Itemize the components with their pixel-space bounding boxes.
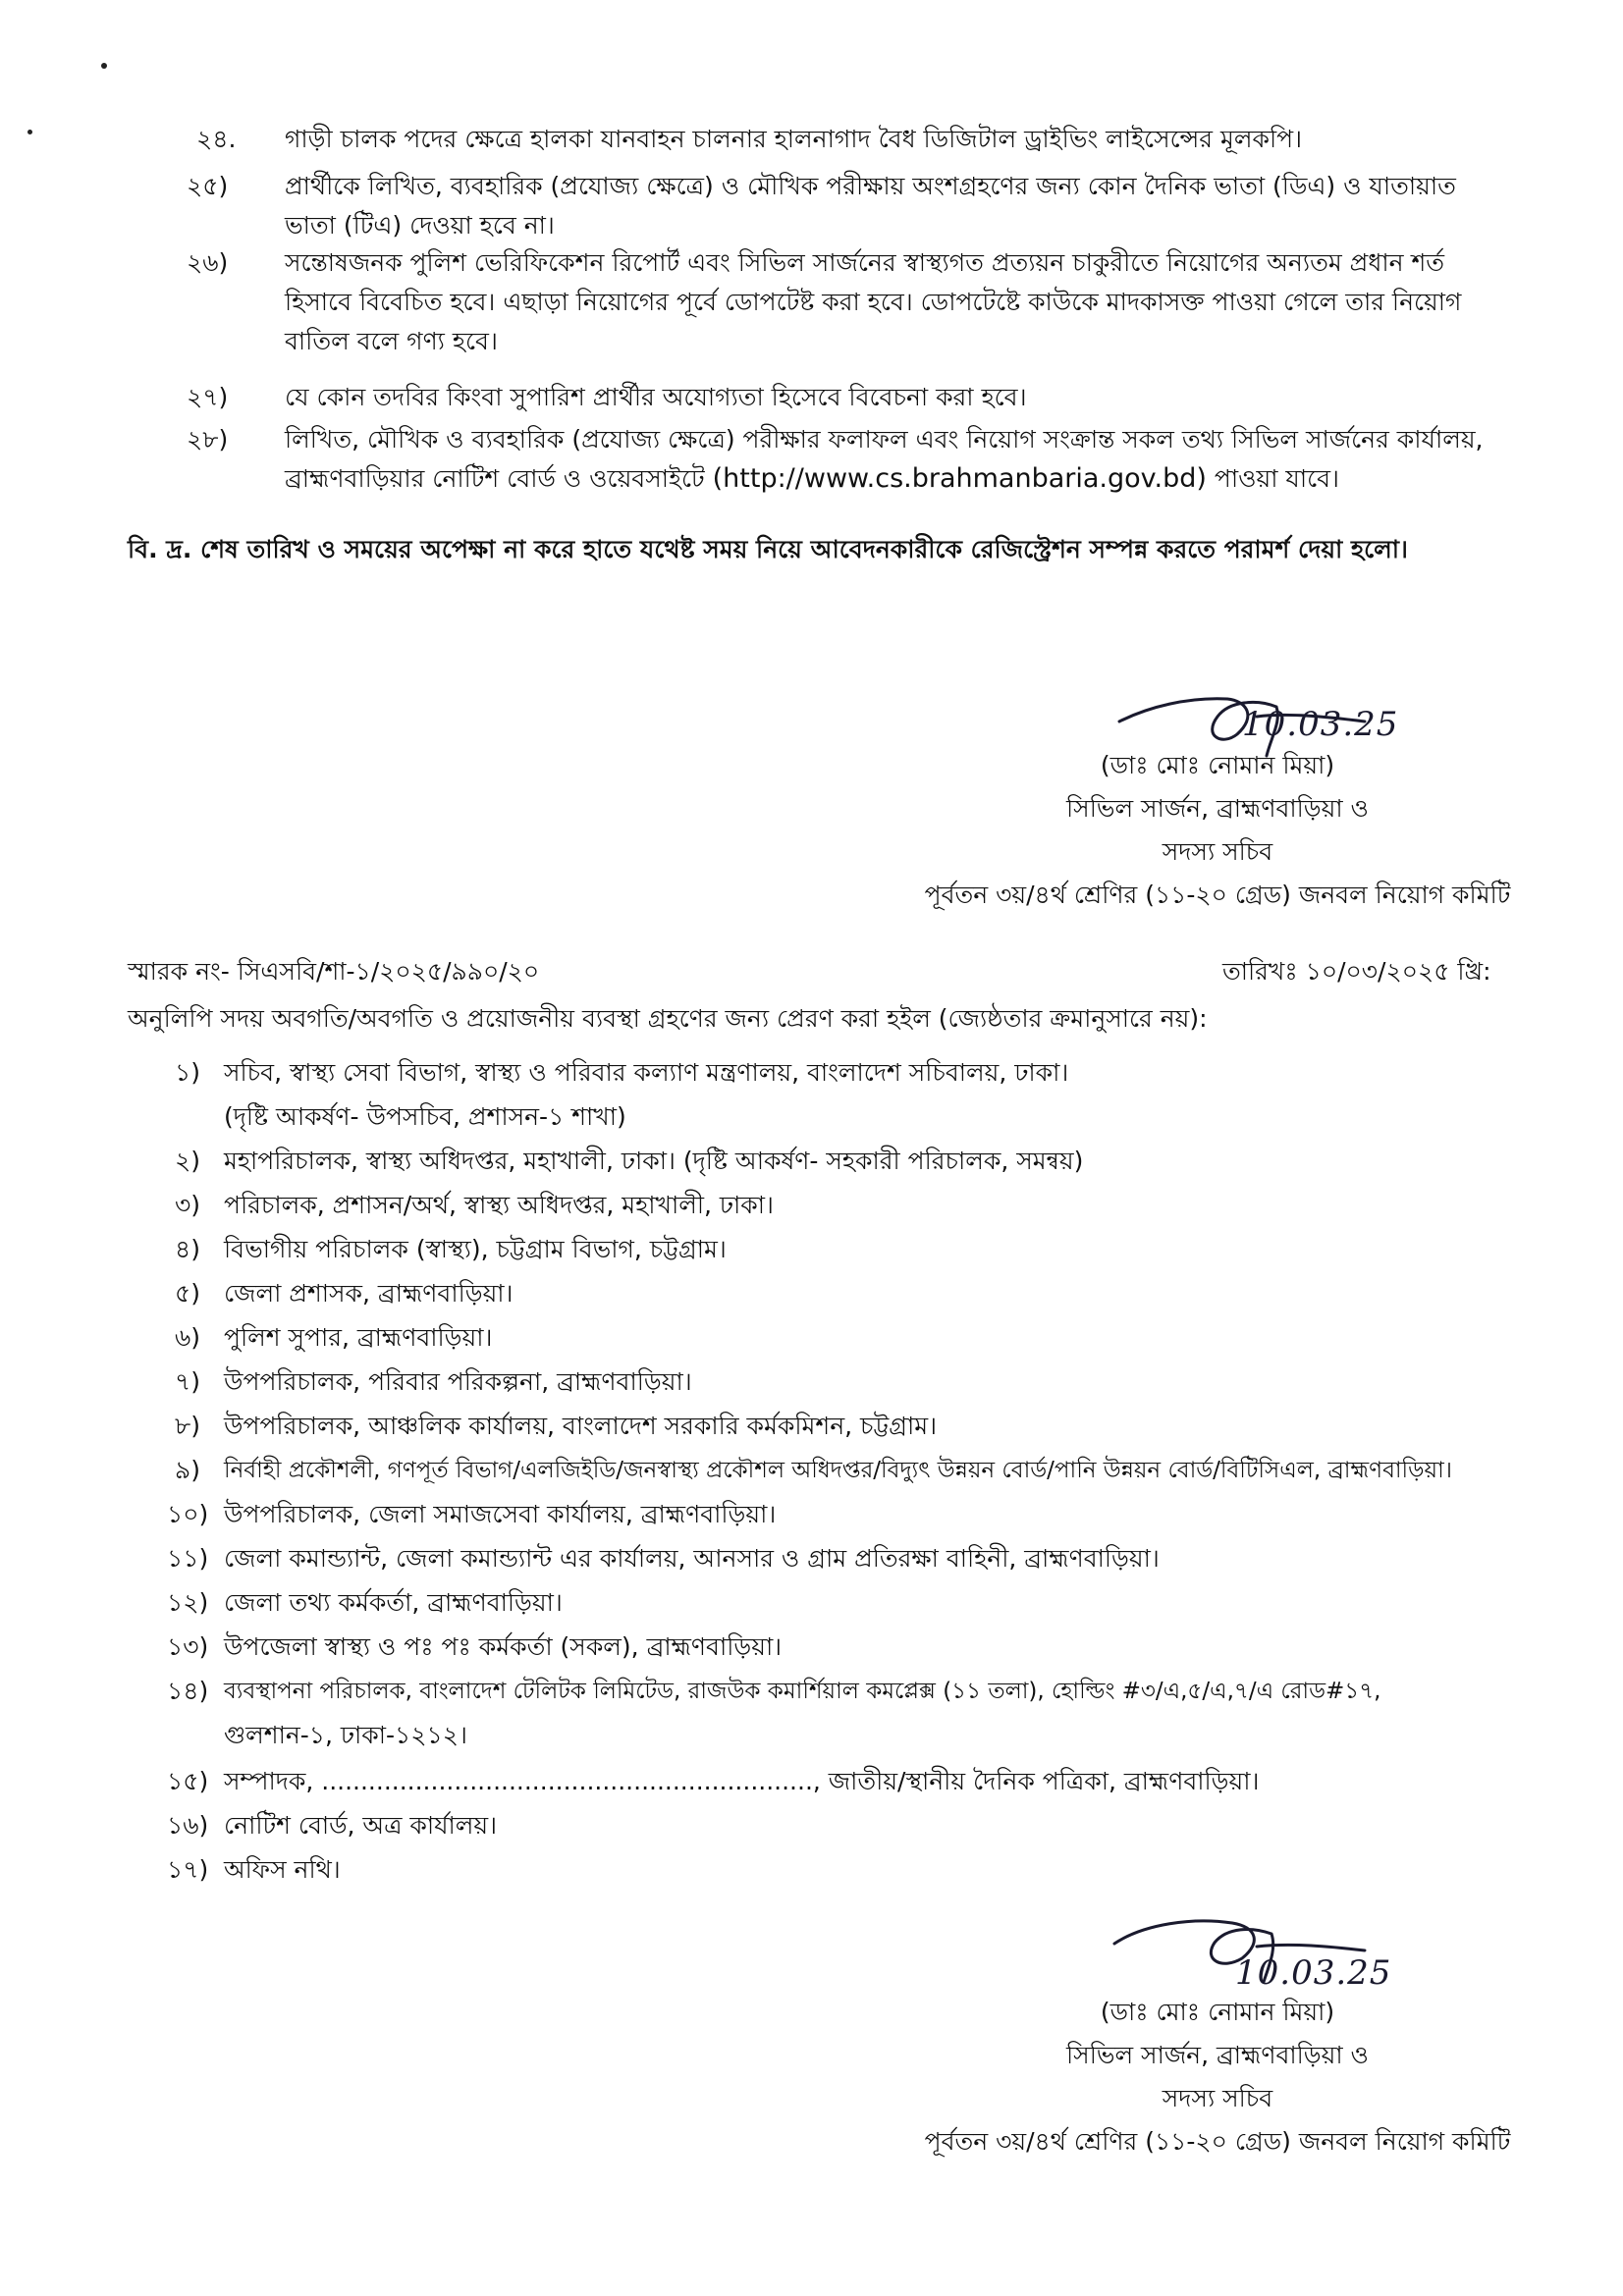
signature-block xyxy=(903,1991,1532,2163)
list-item: পুলিশ সুপার, ব্রাহ্মণবাড়িয়া। xyxy=(224,1323,493,1352)
list-item-number: ৯) xyxy=(175,1456,200,1484)
scan-dot xyxy=(101,63,107,69)
signature-date: 10.03.25 xyxy=(1242,705,1399,744)
list-item: নোটিশ বোর্ড, অত্র কার্যালয়। xyxy=(224,1811,498,1840)
list-item: ব্যবস্থাপনা পরিচালক, বাংলাদেশ টেলিটক লিমিটেড, রাজউক কমার্শিয়াল কমপ্লেক্স (১১ তলা), হোল্ডিং #৩/এ,৫/এ,৭/এ রোড#১৭, xyxy=(224,1679,1381,1704)
committee-name: পূর্বতন ৩য়/৪র্থ শ্রেণির (১১-২০ গ্রেড) জনবল নিয়োগ কমিটি xyxy=(924,881,1511,909)
list-item-continued: গুলশান-১, ঢাকা-১২১২। xyxy=(224,1721,467,1749)
list-item-number: ৭) xyxy=(175,1367,201,1396)
scan-dot xyxy=(27,130,32,134)
list-item-number: ৬) xyxy=(175,1323,201,1352)
signatory-role: সদস্য সচিব xyxy=(1162,837,1273,866)
term-text: গাড়ী চালক পদের ক্ষেত্রে হালকা যানবাহন চালনার হালনাগাদ বৈধ ডিজিটাল ড্রাইভিং লাইসেন্সের মূলকপি। xyxy=(285,125,1303,153)
list-item: জেলা প্রশাসক, ব্রাহ্মণবাড়িয়া। xyxy=(224,1279,514,1308)
list-item-number: ১৫) xyxy=(167,1767,209,1795)
term-text: যে কোন তদবির কিংবা সুপারিশ প্রার্থীর অযোগ্যতা হিসেবে বিবেচনা করা হবে। xyxy=(285,383,1027,411)
list-item-number: ৫) xyxy=(175,1279,200,1308)
list-item-number: ১০) xyxy=(167,1500,209,1528)
list-item: জেলা তথ্য কর্মকর্তা, ব্রাহ্মণবাড়িয়া। xyxy=(224,1588,563,1617)
list-item: জেলা কমান্ড্যান্ট, জেলা কমান্ড্যান্ট এর কার্যালয়, আনসার ও গ্রাম প্রতিরক্ষা বাহিনী, ব্রাহ্মণবাড়িয়া। xyxy=(224,1544,1160,1573)
list-item: বিভাগীয় পরিচালক (স্বাস্থ্য), চট্টগ্রাম বিভাগ, চট্টগ্রাম। xyxy=(224,1235,727,1263)
memo-reference: স্মারক নং- সিএসবি/শা-১/২০২৫/৯৯০/২০ xyxy=(128,957,540,986)
list-item-number: ১২) xyxy=(167,1588,209,1617)
list-item-number: ১১) xyxy=(167,1544,209,1573)
website-url: (http://www.cs.brahmanbaria.gov.bd) xyxy=(712,463,1207,494)
term-number: ২৭) xyxy=(187,383,229,411)
signatory-role: সদস্য সচিব xyxy=(1162,2084,1273,2112)
term-number: ২৮) xyxy=(187,425,229,454)
signatory-designation: সিভিল সার্জন, ব্রাহ্মণবাড়িয়া ও xyxy=(1066,794,1369,823)
list-item: অফিস নথি। xyxy=(224,1855,341,1884)
list-item-number: ১৩) xyxy=(167,1632,209,1661)
list-item: নির্বাহী প্রকৌশলী, গণপূর্ত বিভাগ/এলজিইডি/জনস্বাস্থ্য প্রকৌশল অধিদপ্তর/বিদ্যুৎ উন্নয়ন বোর্ড/পানি উন্নয়ন বোর্ড/বিটিসিএল, ব্রাহ্মণবাড়িয়া। xyxy=(224,1458,1452,1483)
term-number: ২৫) xyxy=(187,172,229,200)
list-item: সচিব, স্বাস্থ্য সেবা বিভাগ, স্বাস্থ্য ও পরিবার কল্যাণ মন্ত্রণালয়, বাংলাদেশ সচিবালয়, ঢাকা। xyxy=(224,1058,1069,1087)
list-item: মহাপরিচালক, স্বাস্থ্য অধিদপ্তর, মহাখালী, ঢাকা। (দৃষ্টি আকর্ষণ- সহকারী পরিচালক, সমন্বয়) xyxy=(224,1147,1084,1175)
list-item: উপজেলা স্বাস্থ্য ও পঃ পঃ কর্মকর্তা (সকল), ব্রাহ্মণবাড়িয়া। xyxy=(224,1632,783,1661)
list-item: উপপরিচালক, জেলা সমাজসেবা কার্যালয়, ব্রাহ্মণবাড়িয়া। xyxy=(224,1500,777,1528)
signatory-name: (ডাঃ মোঃ নোমান মিয়া) xyxy=(1100,751,1335,779)
list-item-number: ২) xyxy=(175,1147,201,1175)
list-item: পরিচালক, প্রশাসন/অর্থ, স্বাস্থ্য অধিদপ্তর, মহাখালী, ঢাকা। xyxy=(224,1191,774,1219)
list-item-continued: (দৃষ্টি আকর্ষণ- উপসচিব, প্রশাসন-১ শাখা) xyxy=(224,1102,626,1131)
term-text: প্রার্থীকে লিখিত, ব্যবহারিক (প্রযোজ্য ক্ষেত্রে) ও মৌখিক পরীক্ষায় অংশগ্রহণের জন্য কোন দৈনিক ভাতা (ডিএ) ও যাতায়াত ভাতা (টিএ) দেওয়া হবে না। xyxy=(285,172,1456,240)
list-item: উপপরিচালক, পরিবার পরিকল্পনা, ব্রাহ্মণবাড়িয়া। xyxy=(224,1367,692,1396)
signatory-designation: সিভিল সার্জন, ব্রাহ্মণবাড়িয়া ও xyxy=(1066,2041,1369,2069)
list-item-number: ৮) xyxy=(175,1412,200,1440)
list-item-number: ১) xyxy=(175,1058,200,1087)
term-number: ২৪. xyxy=(196,125,237,153)
committee-name: পূর্বতন ৩য়/৪র্থ শ্রেণির (১১-২০ গ্রেড) জনবল নিয়োগ কমিটি xyxy=(924,2127,1511,2156)
list-item-number: ৪) xyxy=(175,1235,200,1263)
list-item-number: ১৭) xyxy=(167,1855,209,1884)
signatory-name: (ডাঃ মোঃ নোমান মিয়া) xyxy=(1100,1998,1335,2026)
list-item: সম্পাদক, ..............................................................., জাতীয়/স্থানীয় দৈনিক পত্রিকা, ব্রাহ্মণবাড়িয়া। xyxy=(224,1767,1260,1795)
term-text-part: লিখিত, মৌখিক ও ব্যবহারিক (প্রযোজ্য ক্ষেত্রে) পরীক্ষার ফলাফল এবং নিয়োগ সংক্রান্ত সকল তথ্য সিভিল সার্জনের কার্যালয়, ব্রাহ্মণবাড়িয়ার নোটিশ বোর্ড ও ওয়েবসাইটে xyxy=(285,425,1484,493)
memo-date: তারিখঃ ১০/০৩/২০২৫ খ্রি: xyxy=(1222,957,1491,986)
list-item-number: ৩) xyxy=(175,1191,201,1219)
term-text xyxy=(285,420,1512,499)
signature-date: 10.03.25 xyxy=(1235,1953,1392,1993)
term-text-part: পাওয়া যাবে। xyxy=(1214,464,1339,493)
list-item-number: ১৬) xyxy=(167,1811,209,1840)
signature-block xyxy=(903,744,1532,917)
term-text: সন্তোষজনক পুলিশ ভেরিফিকেশন রিপোর্ট এবং সিভিল সার্জনের স্বাস্থ্যগত প্রত্যয়ন চাকুরীতে নিয়োগের অন্যতম প্রধান শর্ত হিসাবে বিবেচিত হবে। এছাড়া নিয়োগের পূর্বে ডোপটেষ্ট করা হবে। ডোপটেষ্টে কাউকে মাদকাসক্ত পাওয়া গেলে তার নিয়োগ বাতিল বলে গণ্য হবে। xyxy=(285,248,1462,355)
term-number: ২৬) xyxy=(187,248,229,277)
memo-intro: অনুলিপি সদয় অবগতি/অবগতি ও প্রয়োজনীয় ব্যবস্থা গ্রহণের জন্য প্রেরণ করা হইল (জ্যেষ্ঠতার ক্রমানুসারে নয়): xyxy=(128,1004,1208,1033)
list-item: উপপরিচালক, আঞ্চলিক কার্যালয়, বাংলাদেশ সরকারি কর্মকমিশন, চট্টগ্রাম। xyxy=(224,1412,938,1440)
note-text: বি. দ্র. শেষ তারিখ ও সময়ের অপেক্ষা না করে হাতে যথেষ্ট সময় নিয়ে আবেদনকারীকে রেজিস্ট্রেশন সম্পন্ন করতে পরামর্শ দেয়া হলো। xyxy=(128,535,1409,563)
list-item-number: ১৪) xyxy=(167,1677,209,1705)
